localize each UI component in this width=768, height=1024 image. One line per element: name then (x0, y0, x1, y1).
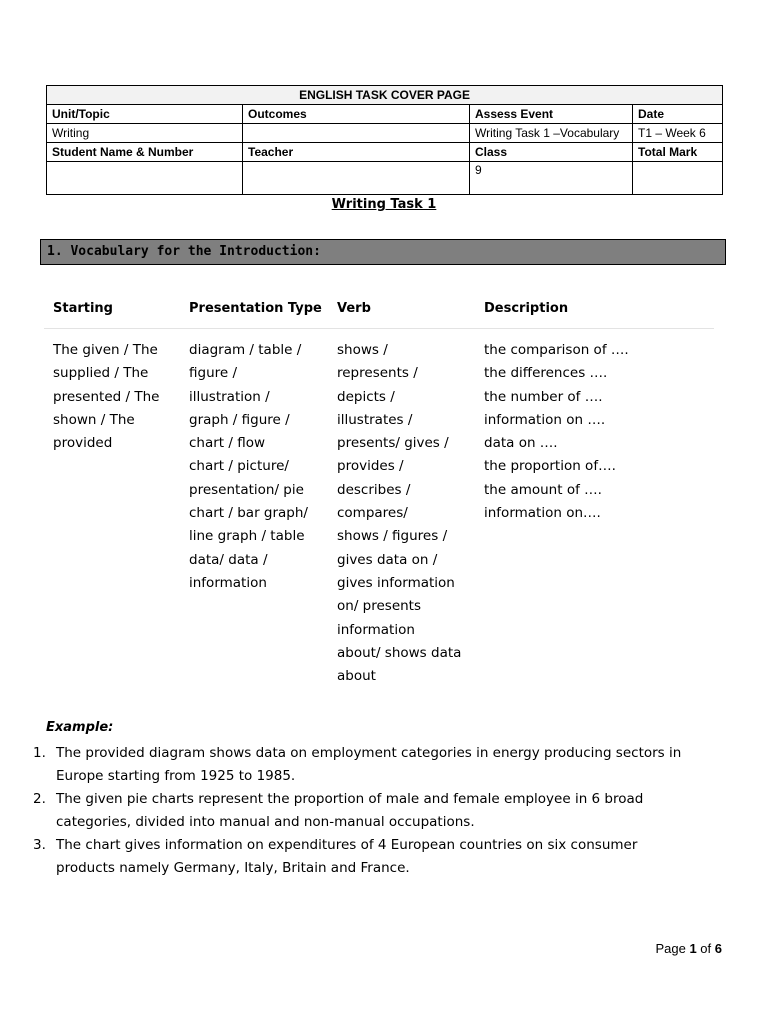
vocab-line: chart / flow (189, 435, 266, 452)
vocab-line: information (337, 621, 415, 638)
label-date: Date (633, 105, 723, 124)
vocab-line: the comparison of …. (484, 342, 629, 358)
vocab-line: chart / bar graph/ (189, 505, 308, 522)
page-total: 6 (714, 941, 722, 956)
example-item (20, 834, 720, 880)
value-student-name (47, 162, 243, 195)
vocab-line: presented / The (53, 388, 160, 405)
vocab-line: gives data on / (337, 551, 438, 568)
vocab-line: diagram / table / (189, 342, 302, 358)
vocab-line: gives information (337, 574, 455, 591)
example-item (20, 742, 720, 788)
vocab-line: shows / (337, 342, 388, 358)
column-presentation-type (189, 339, 308, 595)
cover-heading: ENGLISH TASK COVER PAGE (47, 86, 723, 105)
label-outcomes: Outcomes (243, 105, 470, 124)
example-label: Example: (46, 720, 114, 735)
vocab-line: shown / The (53, 411, 135, 428)
vocab-line: information (189, 574, 267, 591)
example-text-line: The chart gives information on expenditures of 4 European countries on six consumer (56, 837, 638, 853)
vocab-line: supplied / The (53, 365, 149, 382)
of-word: of (700, 941, 712, 956)
vocab-line: about (337, 668, 376, 685)
label-total-mark: Total Mark (633, 143, 723, 162)
header-verb: Verb (337, 301, 371, 316)
vocab-line: figure / (189, 365, 238, 382)
example-text-line: The given pie charts represent the proportion of male and female employee in 6 broad (56, 791, 644, 807)
vocab-line: information on…. (484, 505, 601, 522)
example-number: 2. (33, 791, 46, 807)
column-verb (337, 339, 461, 688)
example-list (20, 742, 720, 880)
vocab-line: depicts / (337, 388, 395, 405)
vocab-line: presents/ gives / (337, 435, 449, 452)
vocab-line: illustration / (189, 388, 270, 405)
value-total-mark (633, 162, 723, 195)
vocab-line: about/ shows data (337, 644, 462, 661)
header-starting: Starting (53, 301, 113, 316)
vocab-line: the proportion of…. (484, 458, 616, 475)
vocab-line: presentation/ pie (189, 481, 304, 498)
example-text-line: Europe starting from 1925 to 1985. (56, 768, 296, 784)
header-presentation-type: Presentation Type (189, 301, 322, 316)
column-starting (53, 339, 159, 455)
vocab-line: provided (53, 435, 113, 452)
page-word: Page (655, 941, 686, 956)
example-number: 1. (33, 745, 46, 761)
value-class: 9 (470, 162, 633, 195)
label-unit-topic: Unit/Topic (47, 105, 243, 124)
example-item (20, 788, 720, 834)
section-heading-bar: 1. Vocabulary for the Introduction: (40, 239, 726, 265)
value-teacher (243, 162, 470, 195)
label-student-name: Student Name & Number (47, 143, 243, 162)
vocab-line: the number of …. (484, 388, 603, 405)
vocab-line: The given / The (53, 342, 158, 358)
value-assess-event: Writing Task 1 –Vocabulary (470, 124, 633, 143)
vocab-line: the differences …. (484, 365, 608, 382)
column-description (484, 339, 629, 525)
header-divider (44, 328, 714, 329)
value-unit-topic: Writing (47, 124, 243, 143)
vocab-line: illustrates / (337, 411, 413, 428)
vocab-line: provides / (337, 458, 404, 475)
example-text-line: products namely Germany, Italy, Britain and France. (56, 860, 410, 876)
vocab-line: represents / (337, 365, 418, 382)
task-title: Writing Task 1 (331, 197, 437, 212)
cover-page-table (46, 85, 723, 195)
value-outcomes (243, 124, 470, 143)
vocab-line: shows / figures / (337, 528, 448, 545)
vocab-line: data on …. (484, 435, 558, 452)
vocab-line: data/ data / (189, 551, 268, 568)
vocab-line: on/ presents (337, 598, 422, 615)
vocab-line: the amount of …. (484, 481, 602, 498)
vocab-line: line graph / table (189, 528, 305, 545)
page-current: 1 (689, 941, 697, 956)
label-teacher: Teacher (243, 143, 470, 162)
example-text-line: The provided diagram shows data on employment categories in energy producing sectors in (56, 745, 682, 761)
label-assess-event: Assess Event (470, 105, 633, 124)
page-number (655, 941, 722, 956)
value-date: T1 – Week 6 (633, 124, 723, 143)
vocab-line: information on …. (484, 411, 606, 428)
vocab-line: chart / picture/ (189, 458, 289, 475)
header-description: Description (484, 301, 569, 316)
example-text-line: categories, divided into manual and non-manual occupations. (56, 814, 475, 830)
label-class: Class (470, 143, 633, 162)
vocab-line: compares/ (337, 505, 408, 522)
example-number: 3. (33, 837, 46, 853)
vocab-line: graph / figure / (189, 411, 290, 428)
vocab-line: describes / (337, 481, 411, 498)
